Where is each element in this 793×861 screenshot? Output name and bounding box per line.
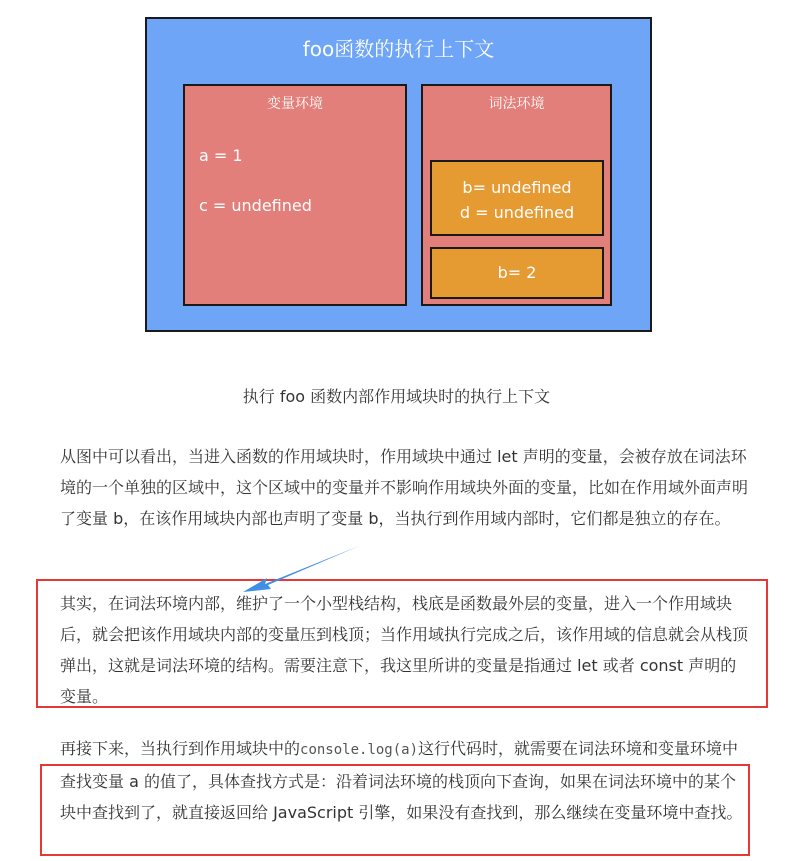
lookup-text-after: 这行代码时，就需要在词法环境和变量环境中查找变量 a 的值了，具体查找方式是：沿着词法环境的栈顶向下查询，如果在词法环境中的某个块中查找到了，就直接返回给 JavaScript 引擎，如果没有查找到，那么继续在变量环境中查找。 (60, 739, 743, 822)
stack-entry-b: b= undefined (462, 178, 572, 197)
stack-entry-d: d = undefined (459, 203, 575, 222)
execution-context-diagram (145, 17, 652, 332)
figure-caption: 执行 foo 函数内部作用域块时的执行上下文 (242, 387, 551, 406)
highlight-box-lookup (40, 764, 750, 856)
variable-environment-title: 变量环境 (267, 96, 323, 112)
paragraph-scope-block: 从图中可以看出，当进入函数的作用域块时，作用域块中通过 let 声明的变量，会被存放在词法环境的一个单独的区域中，这个区域中的变量并不影响作用域块外面的变量，比如在作用域外面声明了变量 b，在该作用域块内部也声明了变量 b，当执行到作用域内部时，它们都是独立的存在。 (60, 447, 749, 528)
annotation-arrow-icon (235, 540, 365, 600)
inline-code: console.log(a) (300, 742, 419, 758)
variable-a-entry: a = 1 (199, 146, 243, 165)
variable-environment-box (183, 84, 407, 306)
lookup-text-before: 再接下来，当执行到作用域块中的 (60, 739, 301, 758)
lexical-environment-box (421, 84, 612, 306)
paragraph-stack-structure: 其实，在词法环境内部，维护了一个小型栈结构，栈底是函数最外层的变量，进入一个作用域块后，就会把该作用域块内部的变量压到栈顶；当作用域执行完成之后，该作用域的信息就会从栈顶弹出，这就是词法环境的结构。需要注意下，我这里所讲的变量是指通过 let 或者 const 声明的变量。 (60, 594, 749, 706)
variable-c-entry: c = undefined (199, 196, 312, 215)
diagram-title: foo函数的执行上下文 (302, 37, 495, 61)
stack-frame-bottom (430, 247, 604, 299)
lexical-environment-title: 词法环境 (488, 96, 545, 112)
stack-frame-top (430, 160, 604, 236)
stack-entry-b-outer: b= 2 (497, 263, 537, 282)
